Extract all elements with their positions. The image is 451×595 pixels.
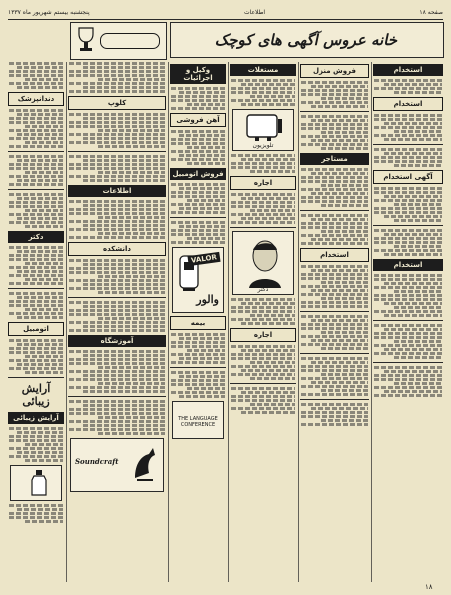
classified-ad <box>374 274 442 317</box>
classified-ad <box>231 387 295 414</box>
bottle-icon <box>29 469 49 497</box>
column-5-heading-4: آموزشگاه <box>68 335 166 347</box>
classified-ad <box>9 339 63 374</box>
classified-ad <box>171 221 225 244</box>
classified-ad <box>69 155 165 182</box>
column-4-heading-1: وکیل و اجرائیات <box>170 64 226 84</box>
classified-ad <box>9 109 63 148</box>
classified-ad <box>69 400 165 435</box>
page-number: ۱۸ <box>425 583 433 591</box>
masthead-banner <box>170 22 444 58</box>
classified-ad <box>301 357 368 396</box>
classified-ad <box>9 193 63 228</box>
classified-ad <box>374 148 442 167</box>
column-4-heading-4: بیمه <box>170 316 226 330</box>
classified-ad <box>231 193 295 224</box>
classified-ad <box>171 183 225 214</box>
classified-ad <box>9 504 63 523</box>
classified-ad <box>374 324 442 359</box>
column-3-heading-1: مستغلات <box>230 64 296 76</box>
column-1-heading-2: استخدام <box>373 97 443 111</box>
header-rule <box>8 19 443 20</box>
classified-ad <box>374 79 442 94</box>
publication-name: اطلاعات <box>243 8 266 16</box>
valor-ad <box>172 247 224 313</box>
column-6-heading-1: دندانپزشک <box>8 92 64 106</box>
soundcraft-brand: Soundcraft <box>75 457 119 466</box>
classified-ad <box>301 81 368 108</box>
column-4 <box>170 62 226 582</box>
classified-ad <box>69 350 165 393</box>
classified-ad <box>374 114 442 141</box>
tv-ad <box>232 109 294 151</box>
classified-ad <box>69 62 165 93</box>
classified-ad <box>171 130 225 165</box>
trophy-icon <box>75 26 97 56</box>
classified-ad <box>301 403 368 426</box>
portrait-caption: دکتر <box>257 286 269 293</box>
column-6-heading-3: دکتر <box>8 231 64 243</box>
classified-ad <box>231 79 295 106</box>
portrait-ad <box>232 231 294 295</box>
classified-ad <box>9 292 63 319</box>
soundcraft-ad <box>70 438 164 492</box>
valor-caption: والور <box>196 293 219 306</box>
beauty-ad-title: آرایش زیبائی <box>21 382 51 408</box>
column-1-heading-4: استخدام <box>373 259 443 271</box>
banner-title: خانه عروس آگهی های کوچک <box>213 31 401 49</box>
column-5-heading-3: دانشکده <box>68 242 166 256</box>
page-header <box>8 6 443 18</box>
classified-ad <box>69 301 165 332</box>
column-1 <box>373 62 443 582</box>
classified-ad <box>9 246 63 285</box>
classified-ad <box>231 298 295 325</box>
classified-ad <box>171 333 225 364</box>
language-school-name: THE LANGUAGE CONFERENCE <box>178 416 218 428</box>
classified-ad <box>301 168 368 207</box>
date-line: پنجشنبه بیستم شهریور ماه ۱۳۳۷ <box>8 8 90 16</box>
column-6 <box>8 62 64 582</box>
column-4-heading-2: آهن فروشی <box>170 113 226 127</box>
classified-ad <box>374 187 442 222</box>
column-5-heading-2: اطلاعات <box>68 185 166 197</box>
tv-caption: تلویزیون <box>252 142 274 149</box>
classified-ad <box>301 265 368 308</box>
classified-ad <box>69 259 165 294</box>
classified-ad <box>9 155 63 186</box>
classified-ad <box>301 214 368 245</box>
top-left-ad <box>70 22 167 60</box>
classified-ad <box>9 62 63 89</box>
classified-ad <box>374 229 442 256</box>
column-4-heading-3: فروش اتومبیل <box>170 168 226 180</box>
valor-brand: VALOR <box>188 252 221 266</box>
column-2-heading-2: مستاجر <box>300 153 369 165</box>
classified-ad <box>301 115 368 150</box>
classified-ad <box>374 366 442 397</box>
column-3-heading-2: اجاره <box>230 176 296 190</box>
classified-ad <box>171 87 225 110</box>
column-2 <box>300 62 369 582</box>
column-2-heading-1: فروش منزل <box>300 64 369 78</box>
language-school-ad <box>172 401 224 439</box>
column-1-heading-3: آگهی استخدام <box>373 170 443 184</box>
classified-ad <box>69 200 165 239</box>
rooster-icon <box>129 444 159 484</box>
column-3 <box>230 62 296 582</box>
column-1-heading-1: استخدام <box>373 64 443 76</box>
column-5 <box>68 62 166 582</box>
classified-ad <box>171 371 225 398</box>
classified-ad <box>69 113 165 148</box>
column-6-heading-2: آرایش زیبائی <box>8 412 64 424</box>
classified-ad <box>301 315 368 350</box>
column-2-heading-3: استخدام <box>300 248 369 262</box>
classified-ad <box>231 345 295 380</box>
portrait-illustration <box>245 236 285 288</box>
column-5-heading-1: کلوپ <box>68 96 166 110</box>
classified-ad <box>231 154 295 173</box>
tv-icon <box>245 113 285 143</box>
column-3-heading-3: اجاره <box>230 328 296 342</box>
bottle-ad <box>10 465 62 501</box>
page-label: صفحه ۱۸ <box>419 8 443 16</box>
column-6-heading-4: اتومبیل <box>8 322 64 336</box>
classified-ad <box>9 427 63 462</box>
